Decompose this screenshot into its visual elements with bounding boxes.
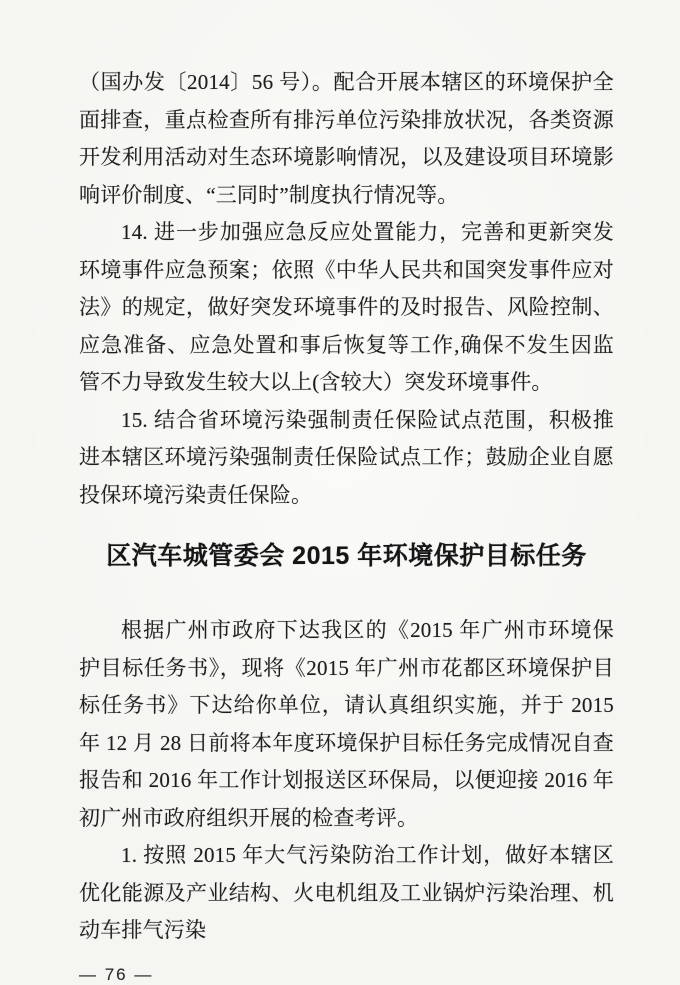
body-paragraph-item-15: 15. 结合省环境污染强制责任保险试点范围，积极推进本辖区环境污染强制责任保险试点工作；鼓励企业自愿投保环境污染责任保险。 (79, 407, 614, 507)
body-paragraph-intro: 根据广州市政府下达我区的《2015 年广州市环境保护目标任务书》，现将《2015 年广州市花都区环境保护目标任务书》下达给你单位，请认真组织实施，并于 2015 年 12 月 28 日前将本年度环境保护目标任务完成情况自查报告和 2016 年工作计划报送区环保局，以便迎接 2016 年初广州市政府组织开展的检查考评。 (79, 618, 614, 830)
section-heading: 区汽车城管委会 2015 年环境保护目标任务 (106, 542, 587, 570)
body-paragraph-item-1: 1. 按照 2015 年大气污染防治工作计划，做好本辖区优化能源及产业结构、火电机组及工业锅炉污染治理、机动车排气污染 (79, 843, 614, 942)
page-number: — 76 — (79, 964, 154, 984)
body-paragraph-continuation: （国办发〔2014〕56 号）。配合开展本辖区的环境保护全面排查，重点检查所有排污单位污染排放状况，各类资源开发利用活动对生态环境影响情况，以及建设项目环境影响评价制度、“三同时”制度执行情况等。 (79, 70, 614, 207)
body-paragraph-item-14: 14. 进一步加强应急反应处置能力，完善和更新突发环境事件应急预案；依照《中华人民共和国突发事件应对法》的规定，做好突发环境事件的及时报告、风险控制、应急准备、应急处置和事后恢复等工作,确保不发生因监管不力导致发生较大以上(含较大）突发环境事件。 (79, 220, 614, 394)
